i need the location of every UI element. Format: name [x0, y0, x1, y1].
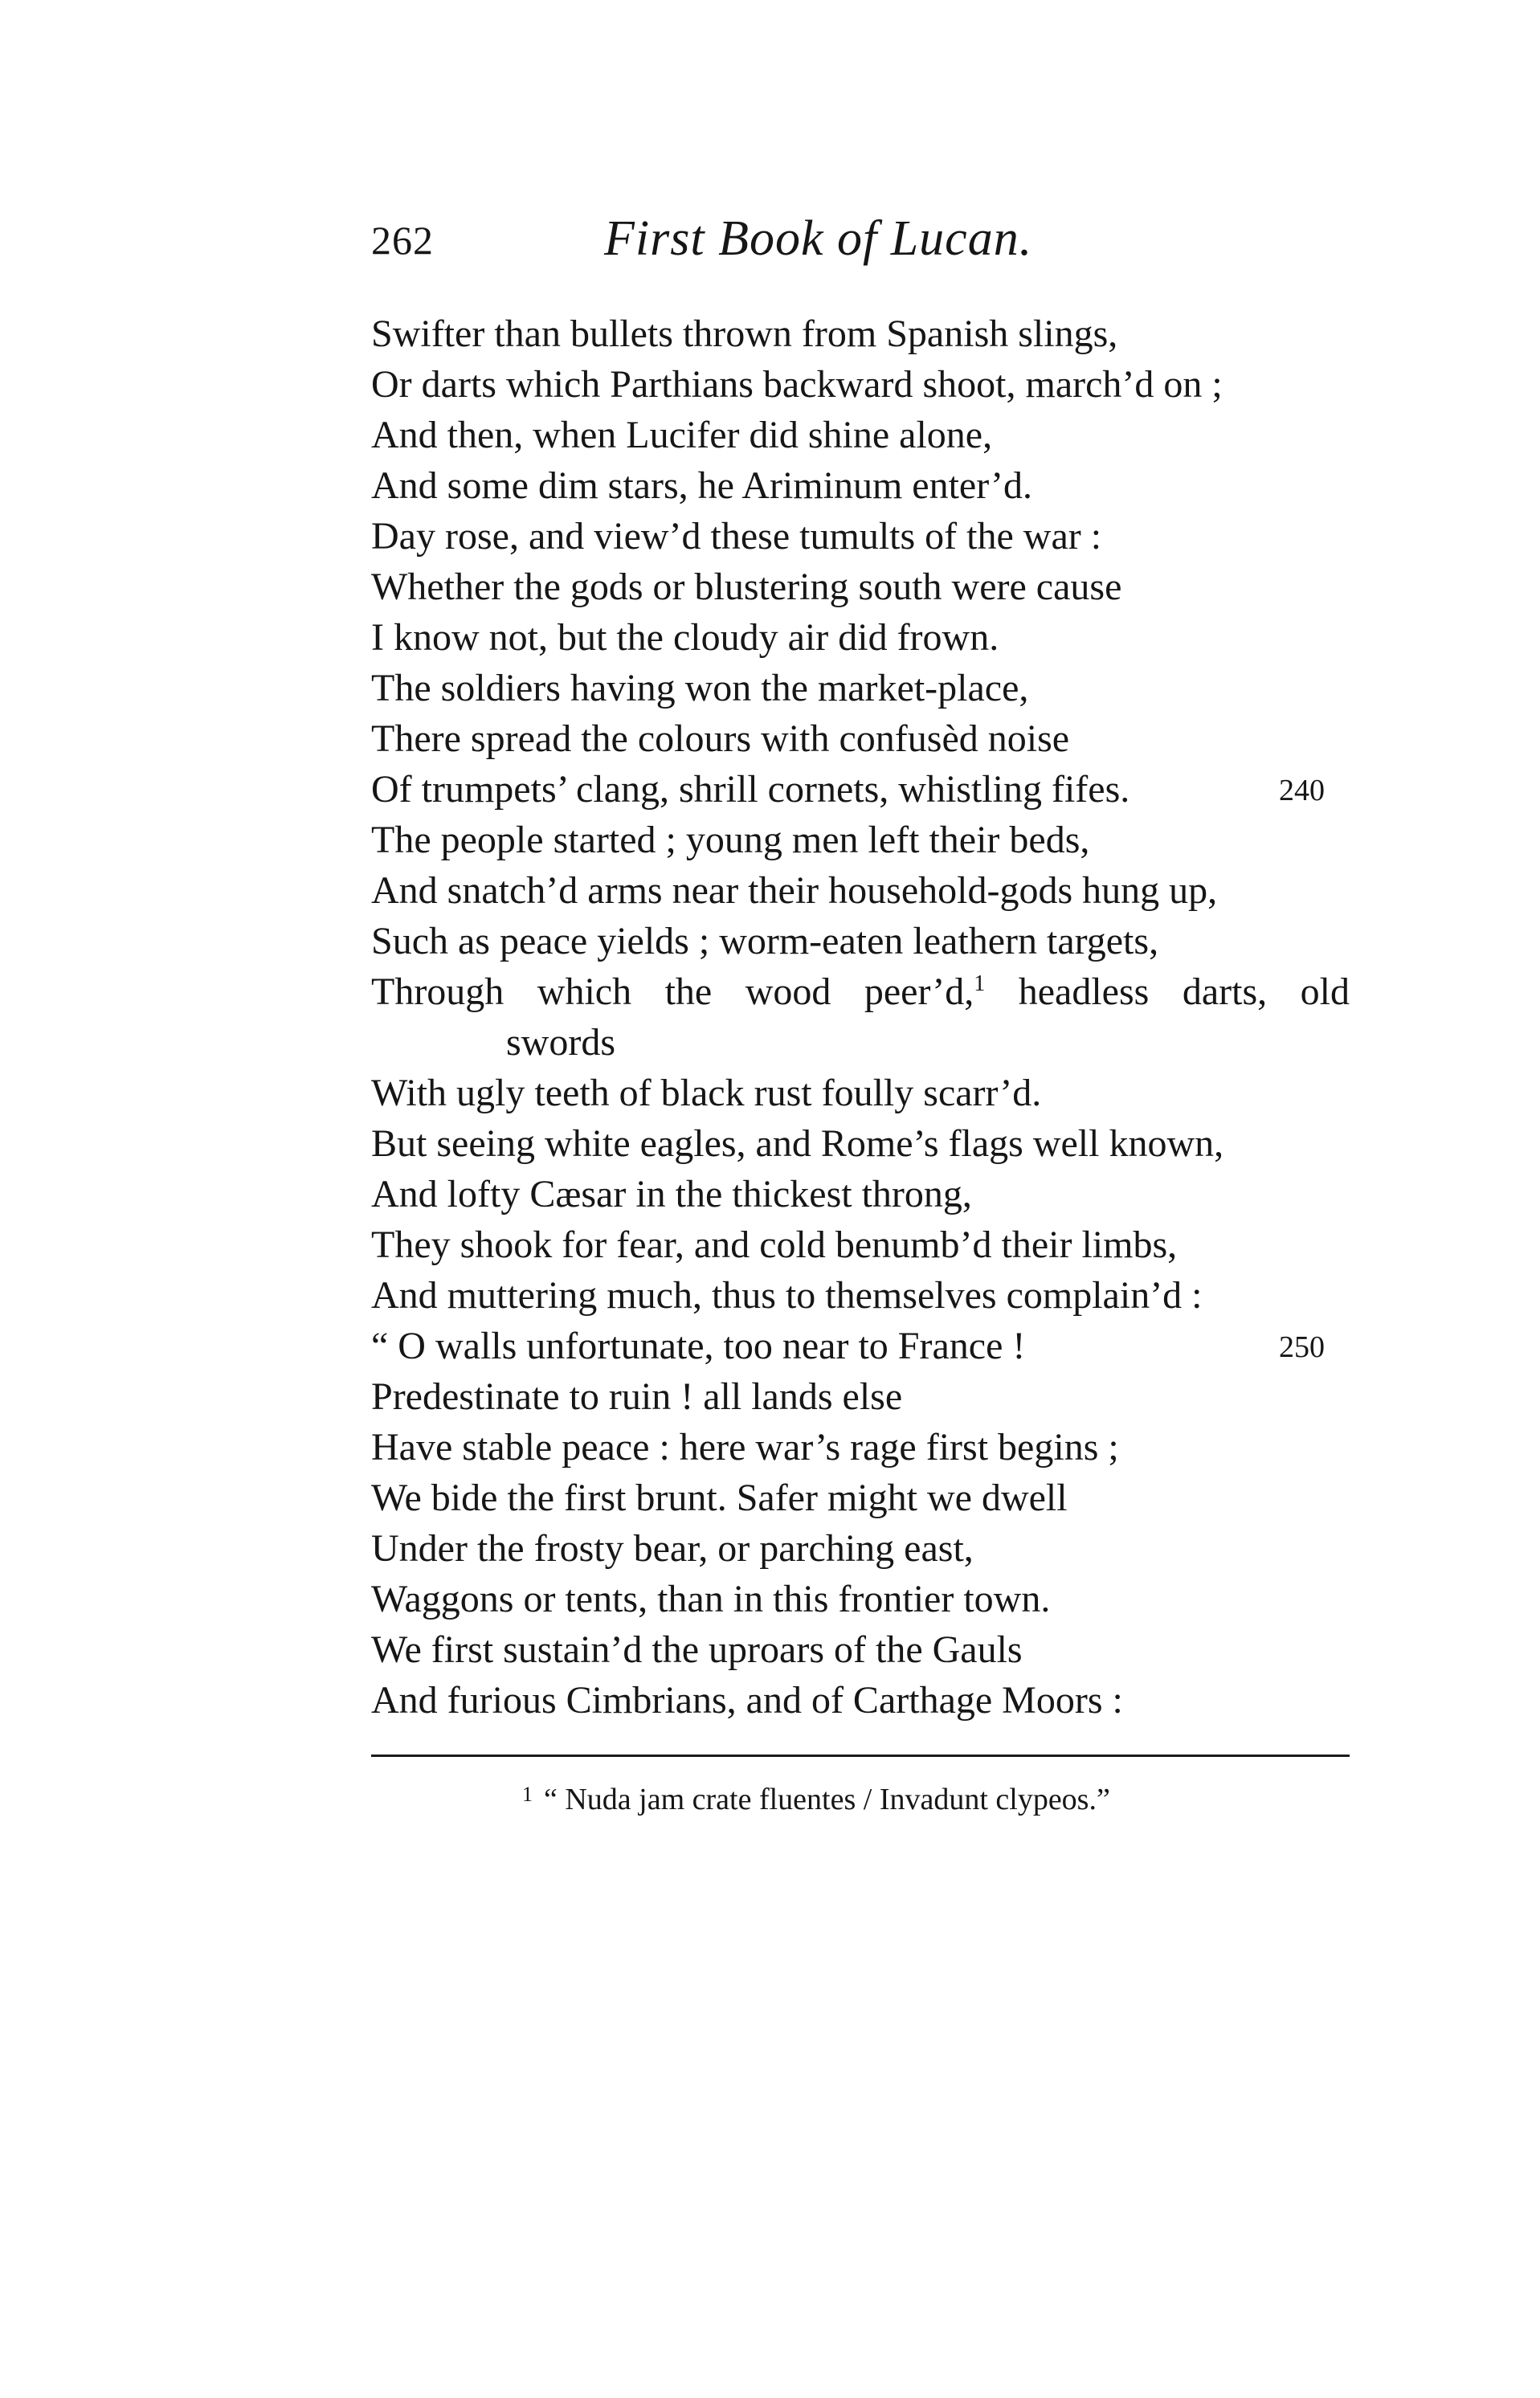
poem-line: And lofty Cæsar in the thickest throng, — [371, 1173, 972, 1215]
poem-line: Predestinate to ruin ! all lands else — [371, 1375, 903, 1418]
poem-line: Under the frosty bear, or parching east, — [371, 1527, 974, 1570]
poem-line: Swifter than bullets thrown from Spanish slings, — [371, 313, 1118, 355]
poem-line: Such as peace yields ; worm-eaten leathern targets, — [371, 920, 1159, 962]
running-title: First Book of Lucan. — [604, 211, 1033, 266]
poem-line: And muttering much, thus to themselves complain’d : — [371, 1274, 1203, 1317]
footnote-marker: 1 — [522, 1783, 533, 1806]
poem-line: And some dim stars, he Ariminum enter’d. — [371, 464, 1032, 507]
line-number: 240 — [1279, 774, 1325, 807]
poem-line: And snatch’d arms near their household-gods hung up, — [371, 869, 1218, 912]
poem-line: And furious Cimbrians, and of Carthage Moors : — [371, 1679, 1123, 1722]
poem-line: But seeing white eagles, and Rome’s flags well known, — [371, 1122, 1224, 1165]
poem-line: The soldiers having won the market-place, — [371, 667, 1029, 709]
poem-line: We first sustain’d the uproars of the Gauls — [371, 1628, 1023, 1671]
poem-line-text: Of trumpets’ clang, shrill cornets, whistling fifes. — [371, 768, 1130, 811]
poem-line: Day rose, and view’d these tumults of the war : — [371, 515, 1102, 558]
word-with-footnote — [864, 966, 985, 1017]
line-number: 250 — [1279, 1330, 1325, 1364]
poem-line: We bide the first brunt. Safer might we dwell — [371, 1477, 1068, 1519]
word: which — [537, 970, 632, 1013]
poem-line: I know not, but the cloudy air did frown. — [371, 616, 999, 659]
poem-line: Waggons or tents, than in this frontier town. — [371, 1578, 1051, 1620]
word: the — [664, 970, 713, 1013]
word: peer’d, — [864, 970, 974, 1013]
poem-line-240 — [371, 764, 1367, 815]
word: darts, — [1182, 970, 1268, 1013]
page-number: 262 — [371, 218, 434, 263]
poem-line: The people started ; young men left their beds, — [371, 819, 1090, 861]
poem-line-continuation: swords — [506, 1021, 616, 1064]
poem-line: Or darts which Parthians backward shoot, march’d on ; — [371, 363, 1223, 406]
poem-body — [371, 308, 1367, 1726]
poem-line: There spread the colours with confusèd noise — [371, 717, 1070, 760]
word: old — [1300, 970, 1350, 1013]
footnote-divider — [371, 1755, 1350, 1757]
poem-line-250 — [371, 1321, 1367, 1371]
page-header — [371, 210, 1351, 283]
poem-line: With ugly teeth of black rust foully scarr’d. — [371, 1072, 1042, 1114]
poem-line: They shook for fear, and cold benumb’d their limbs, — [371, 1224, 1178, 1266]
poem-line: And then, when Lucifer did shine alone, — [371, 414, 993, 456]
word: wood — [745, 970, 831, 1013]
word: headless — [1018, 970, 1150, 1013]
poem-line: Have stable peace : here war’s rage first begins ; — [371, 1426, 1119, 1469]
footnote-text: “ Nuda jam crate fluentes / Invadunt clypeos.” — [544, 1783, 1110, 1816]
footnote — [522, 1782, 1110, 1817]
footnote-reference: 1 — [974, 971, 986, 996]
poem-line: Whether the gods or blustering south were cause — [371, 566, 1122, 608]
word: Through — [371, 970, 504, 1013]
poem-line-text: “ O walls unfortunate, too near to France ! — [371, 1325, 1026, 1367]
poem-line-through — [371, 966, 1350, 1017]
